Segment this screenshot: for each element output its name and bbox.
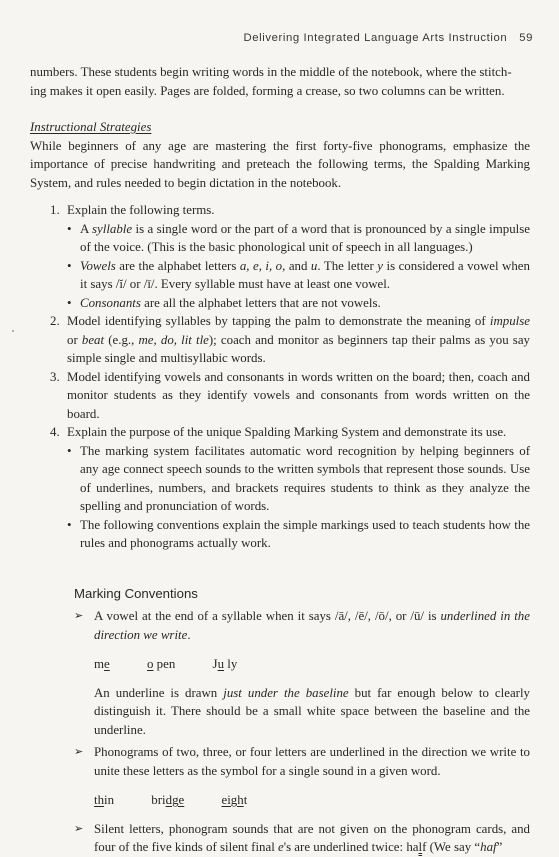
letter-e: e [278, 840, 284, 854]
running-header [60, 32, 533, 44]
text: Phonograms of two, three, or four letters are underlined in the direction we write to unite these letters as the symbol for a single sound in a given word. [94, 745, 530, 778]
text: are the alphabet letters [115, 258, 240, 273]
bullet-conventions [67, 516, 530, 553]
intro-line-2: ing makes it open easily. Pages are folded, forming a crease, so two columns can be written. [30, 83, 505, 98]
text: f (We say “ [422, 840, 481, 854]
bullet-dot: • [67, 443, 72, 458]
intro-line-1: numbers. These students begin writing words in the middle of the notebook, where the stitch- [30, 65, 512, 79]
text: ” [496, 840, 503, 854]
vowel-letters: a, e, i, o, [239, 258, 286, 273]
text: but far enough below to clearly distinguish it. There should be a small white space between the baseline and the underline. [94, 685, 530, 737]
underlined-letters: eigh [221, 793, 244, 807]
letters: J [212, 657, 218, 671]
bullet-dot: • [67, 258, 72, 273]
running-title: Delivering Integrated Language Arts Instruction [243, 32, 508, 44]
example-word [221, 791, 247, 810]
arrow-bullet-icon: ➢ [74, 609, 84, 622]
letters: m [94, 657, 105, 671]
step-number: 3. [50, 369, 60, 384]
step-1 [30, 201, 530, 312]
text: An underline is drawn [94, 685, 224, 700]
section-paragraph: While beginners of any age are mastering the first forty-five phonograms, emphasize the importance of precise handwriting and preteach the following terms, the Spalding Marking System, and rules needed to begin dictation in the notebook. [30, 138, 530, 190]
step-number: 2. [50, 314, 60, 328]
letters: pen [153, 657, 176, 671]
text: . [187, 627, 191, 642]
page-body [30, 63, 530, 857]
text: The marking system facilitates automatic word recognition by helping beginners of any age connect speech sounds to the written symbols that represent those sounds. Use of underlines, numbers, and brackets requires students to think as they analyze the spelling and pronunciation of words. [80, 443, 530, 513]
convention-1-note [74, 684, 530, 740]
underlined-letters: e [104, 657, 110, 671]
example-word [94, 791, 114, 810]
step-3 [30, 368, 530, 424]
underlined-letters: u [217, 657, 225, 671]
underlined-letters: dge [165, 793, 185, 807]
vowel-u: u [310, 258, 318, 273]
text: . The letter [317, 258, 378, 273]
term-syllable: syllable [92, 221, 133, 236]
text: is a single word or the part of a word that is pronounced by a single impulse of the voice. (This is the basic phonological unit of speech in all languages.) [80, 221, 530, 254]
example-word [151, 791, 184, 810]
convention-1 [74, 607, 530, 644]
term-consonants: Consonants [80, 295, 141, 310]
emphasis: just under the baseline [223, 685, 349, 700]
stray-mark [12, 330, 14, 332]
example-word [94, 655, 110, 674]
letters: ly [224, 657, 238, 671]
bullet-syllable [67, 220, 530, 257]
emphasis: underlined in the direction we write [94, 609, 530, 642]
step-4-bullets [67, 442, 530, 553]
bullet-dot: • [67, 295, 72, 310]
step-1-bullets [67, 220, 530, 313]
text: A vowel at the end of a syllable when it says /ā/, /ē/, /ō/, or /ū/ is [94, 609, 441, 623]
text: (e.g., [104, 332, 139, 347]
text: Model identifying syllables by tapping the palm to demonstrate the meaning of [67, 314, 490, 328]
example-words: me, do, lit tle [138, 332, 209, 347]
step-text: Explain the following terms. [67, 203, 215, 217]
bullet-vowels [67, 257, 530, 294]
section-heading: Instructional Strategies [30, 120, 152, 134]
marking-conventions-title: Marking Conventions [74, 585, 198, 601]
arrow-bullet-icon: ➢ [74, 745, 84, 758]
text: 's are underlined twice: ha [283, 840, 419, 854]
letters: t [243, 793, 248, 807]
term-beat: beat [81, 332, 105, 347]
text: Silent letters, phonogram sounds that are not given on the phonogram cards, and four of the five kinds of silent final [94, 821, 530, 854]
text: are all the alphabet letters that are not vowels. [140, 295, 381, 310]
double-underlined-letter: l [418, 840, 423, 854]
example-word [147, 655, 175, 674]
text: is considered a vowel when it says /ĭ/ or /ī/. Every syllable must have at least one vowel. [80, 258, 530, 291]
convention-3 [74, 820, 530, 857]
example-word [213, 655, 238, 674]
page-number: 59 [519, 32, 533, 44]
text: and [285, 258, 311, 273]
letters: in [104, 793, 115, 807]
letter-y: y [377, 258, 384, 273]
steps-list [30, 201, 530, 553]
step-2 [30, 312, 530, 368]
convention-2 [74, 743, 530, 780]
text: ); coach and monitor as beginners tap their palms as you say simple single and multisyllabic words. [67, 332, 530, 365]
marking-conventions [74, 585, 530, 857]
term-vowels: Vowels [80, 258, 116, 273]
text: or [67, 332, 82, 347]
convention-1-examples [94, 655, 530, 674]
bullet-consonants [67, 294, 530, 313]
bullet-marking-system [67, 442, 530, 516]
text: A [80, 221, 92, 236]
text: The following conventions explain the simple markings used to teach students how the rules and phonograms actually work. [80, 517, 530, 550]
example-haf: haf [480, 840, 497, 854]
step-4 [30, 423, 530, 553]
bullet-dot: • [67, 517, 72, 532]
step-text: Model identifying vowels and consonants in words written on the board; then, coach and monitor students as they identify vowels and consonants from words written on the board. [67, 369, 530, 421]
step-text: Explain the purpose of the unique Spalding Marking System and demonstrate its use. [67, 425, 507, 439]
intro-paragraph [30, 63, 530, 100]
underlined-letters: th [94, 793, 105, 807]
bullet-dot: • [67, 221, 72, 236]
term-impulse: impulse [489, 314, 530, 328]
letters: bri [151, 793, 166, 807]
arrow-bullet-icon: ➢ [74, 821, 84, 835]
step-number: 4. [50, 425, 60, 439]
underlined-letters: o [147, 657, 154, 671]
convention-2-examples [94, 791, 530, 810]
step-number: 1. [50, 203, 60, 217]
